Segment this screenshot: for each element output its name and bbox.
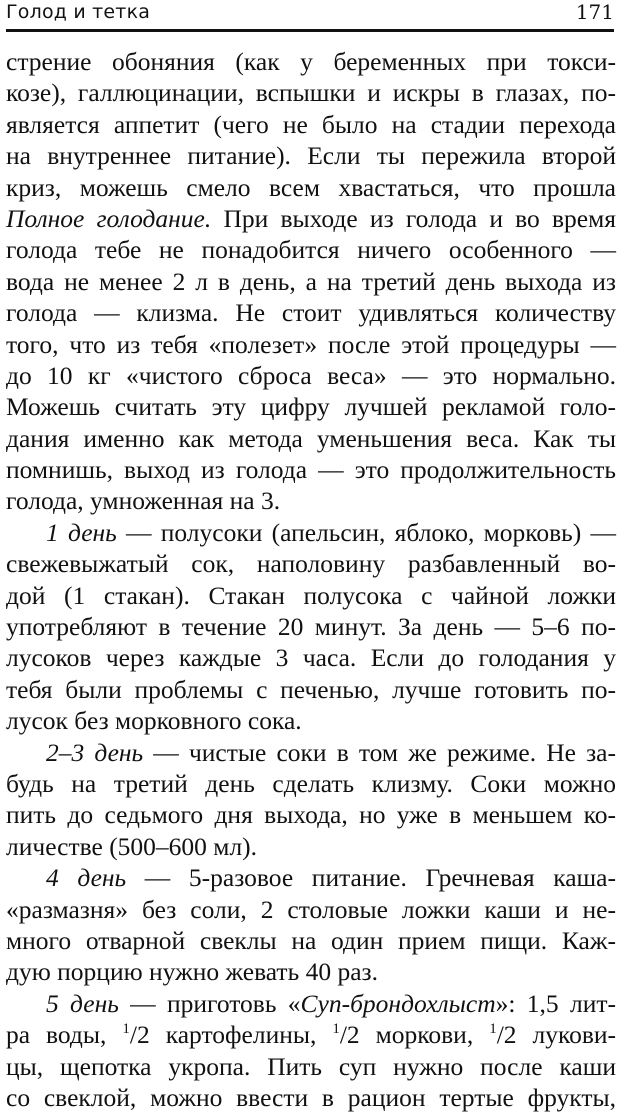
text-fragment: ра воды, bbox=[6, 1020, 123, 1050]
book-title-italic: Полное голодание. bbox=[6, 203, 212, 233]
text-line bbox=[6, 517, 616, 548]
text-line: дую порцию нужно жевать 40 раз. bbox=[6, 957, 378, 987]
text-fragment: При выходе из голода и во время bbox=[211, 203, 616, 233]
text-line: лусоков через каждые 3 часа. Если до голодания у bbox=[6, 643, 616, 673]
text-line: до 10 кг «чистого сброса веса» — это нормально. bbox=[6, 360, 616, 390]
text-line: является аппетит (чего не было на стадии перехода bbox=[6, 109, 616, 139]
text-line: много отварной свеклы на один прием пищи. Каж- bbox=[6, 925, 616, 955]
fraction-numerator: 1 bbox=[332, 1021, 340, 1038]
fraction-denominator: /2 bbox=[339, 1020, 360, 1050]
text-line: помнишь, выход из голода — это продолжительность bbox=[6, 455, 616, 485]
text-line: цы, щепотка укропа. Пить суп нужно после каши bbox=[6, 1051, 616, 1081]
text-line: личестве (500–600 мл). bbox=[6, 831, 258, 861]
text-line: со свеклой, можно ввести в рацион тертые фрукты, bbox=[6, 1082, 616, 1112]
body-text bbox=[6, 46, 616, 1113]
fraction-denominator: /2 bbox=[496, 1020, 517, 1050]
text-line: пить до седьмого дня выхода, но уже в меньшем ко- bbox=[6, 800, 616, 830]
fraction-denominator: /2 bbox=[129, 1020, 150, 1050]
day-label: 2–3 день bbox=[46, 737, 144, 767]
text-line: на внутреннее питание). Если ты пережила второй bbox=[6, 141, 616, 171]
text-line bbox=[6, 203, 616, 234]
day-label: 5 день bbox=[46, 988, 119, 1018]
running-title: Голод и тетка bbox=[6, 1, 151, 23]
page-number: 171 bbox=[575, 0, 614, 24]
text-line: Можешь считать эту цифру лучшей рекламой голо- bbox=[6, 392, 616, 422]
text-line: тебя были проблемы с печенью, лучше готовить по- bbox=[6, 674, 616, 704]
fraction-numerator: 1 bbox=[489, 1021, 497, 1038]
text-line: дания именно как метода уменьшения веса. Как ты bbox=[6, 423, 616, 453]
recipe-name-italic: Суп-брондохлыст bbox=[300, 988, 496, 1018]
text-line: голода тебе не понадобится ничего особенного — bbox=[6, 235, 616, 265]
text-fragment: — чистые соки в том же режиме. Не за- bbox=[143, 737, 616, 767]
text-line: будь на третий день сделать клизму. Соки можно bbox=[6, 768, 616, 798]
day-label: 1 день bbox=[46, 517, 117, 547]
text-line: употребляют в течение 20 минут. За день — 5–6 по- bbox=[6, 612, 616, 642]
day-label: 4 день bbox=[46, 863, 127, 893]
text-fragment: — 5-разовое питание. Гречневая каша- bbox=[126, 863, 616, 893]
text-line: криз, можешь смело всем хвастаться, что прошла bbox=[6, 172, 616, 202]
text-line bbox=[6, 1019, 616, 1050]
text-fragment: картофелины, bbox=[149, 1020, 333, 1050]
text-line: козе), галлюцинации, вспышки и искры в глазах, по- bbox=[6, 78, 616, 108]
text-line: голода — клизма. Не стоит удивляться количеству bbox=[6, 298, 616, 328]
fraction-numerator: 1 bbox=[122, 1021, 130, 1038]
text-fragment: — полусоки (апельсин, яблоко, морковь) — bbox=[116, 517, 616, 547]
text-line bbox=[6, 737, 616, 768]
page-header bbox=[6, 0, 614, 26]
text-line: «размазня» без соли, 2 столовые ложки каши и не- bbox=[6, 894, 616, 924]
text-line: стрение обоняния (как у беременных при токси- bbox=[6, 47, 616, 76]
text-fragment: моркови, bbox=[359, 1020, 490, 1050]
text-line: голода, умноженная на 3. bbox=[6, 486, 281, 516]
text-line: свежевыжатый сок, наполовину разбавленный во- bbox=[6, 549, 616, 579]
text-line: того, что из тебя «полезет» после этой процедуры — bbox=[6, 329, 616, 359]
text-line: лусок без морковного сока. bbox=[6, 706, 302, 736]
text-line bbox=[6, 988, 616, 1019]
text-fragment: »: 1,5 лит- bbox=[495, 988, 616, 1018]
text-line: вода не менее 2 л в день, а на третий день выхода из bbox=[6, 266, 616, 296]
header-rule bbox=[6, 29, 614, 32]
text-fragment: лукови- bbox=[516, 1020, 617, 1050]
text-line: дой (1 стакан). Стакан полусока с чайной ложки bbox=[6, 580, 616, 610]
text-line bbox=[6, 862, 616, 893]
text-fragment: — приготовь « bbox=[118, 988, 301, 1018]
